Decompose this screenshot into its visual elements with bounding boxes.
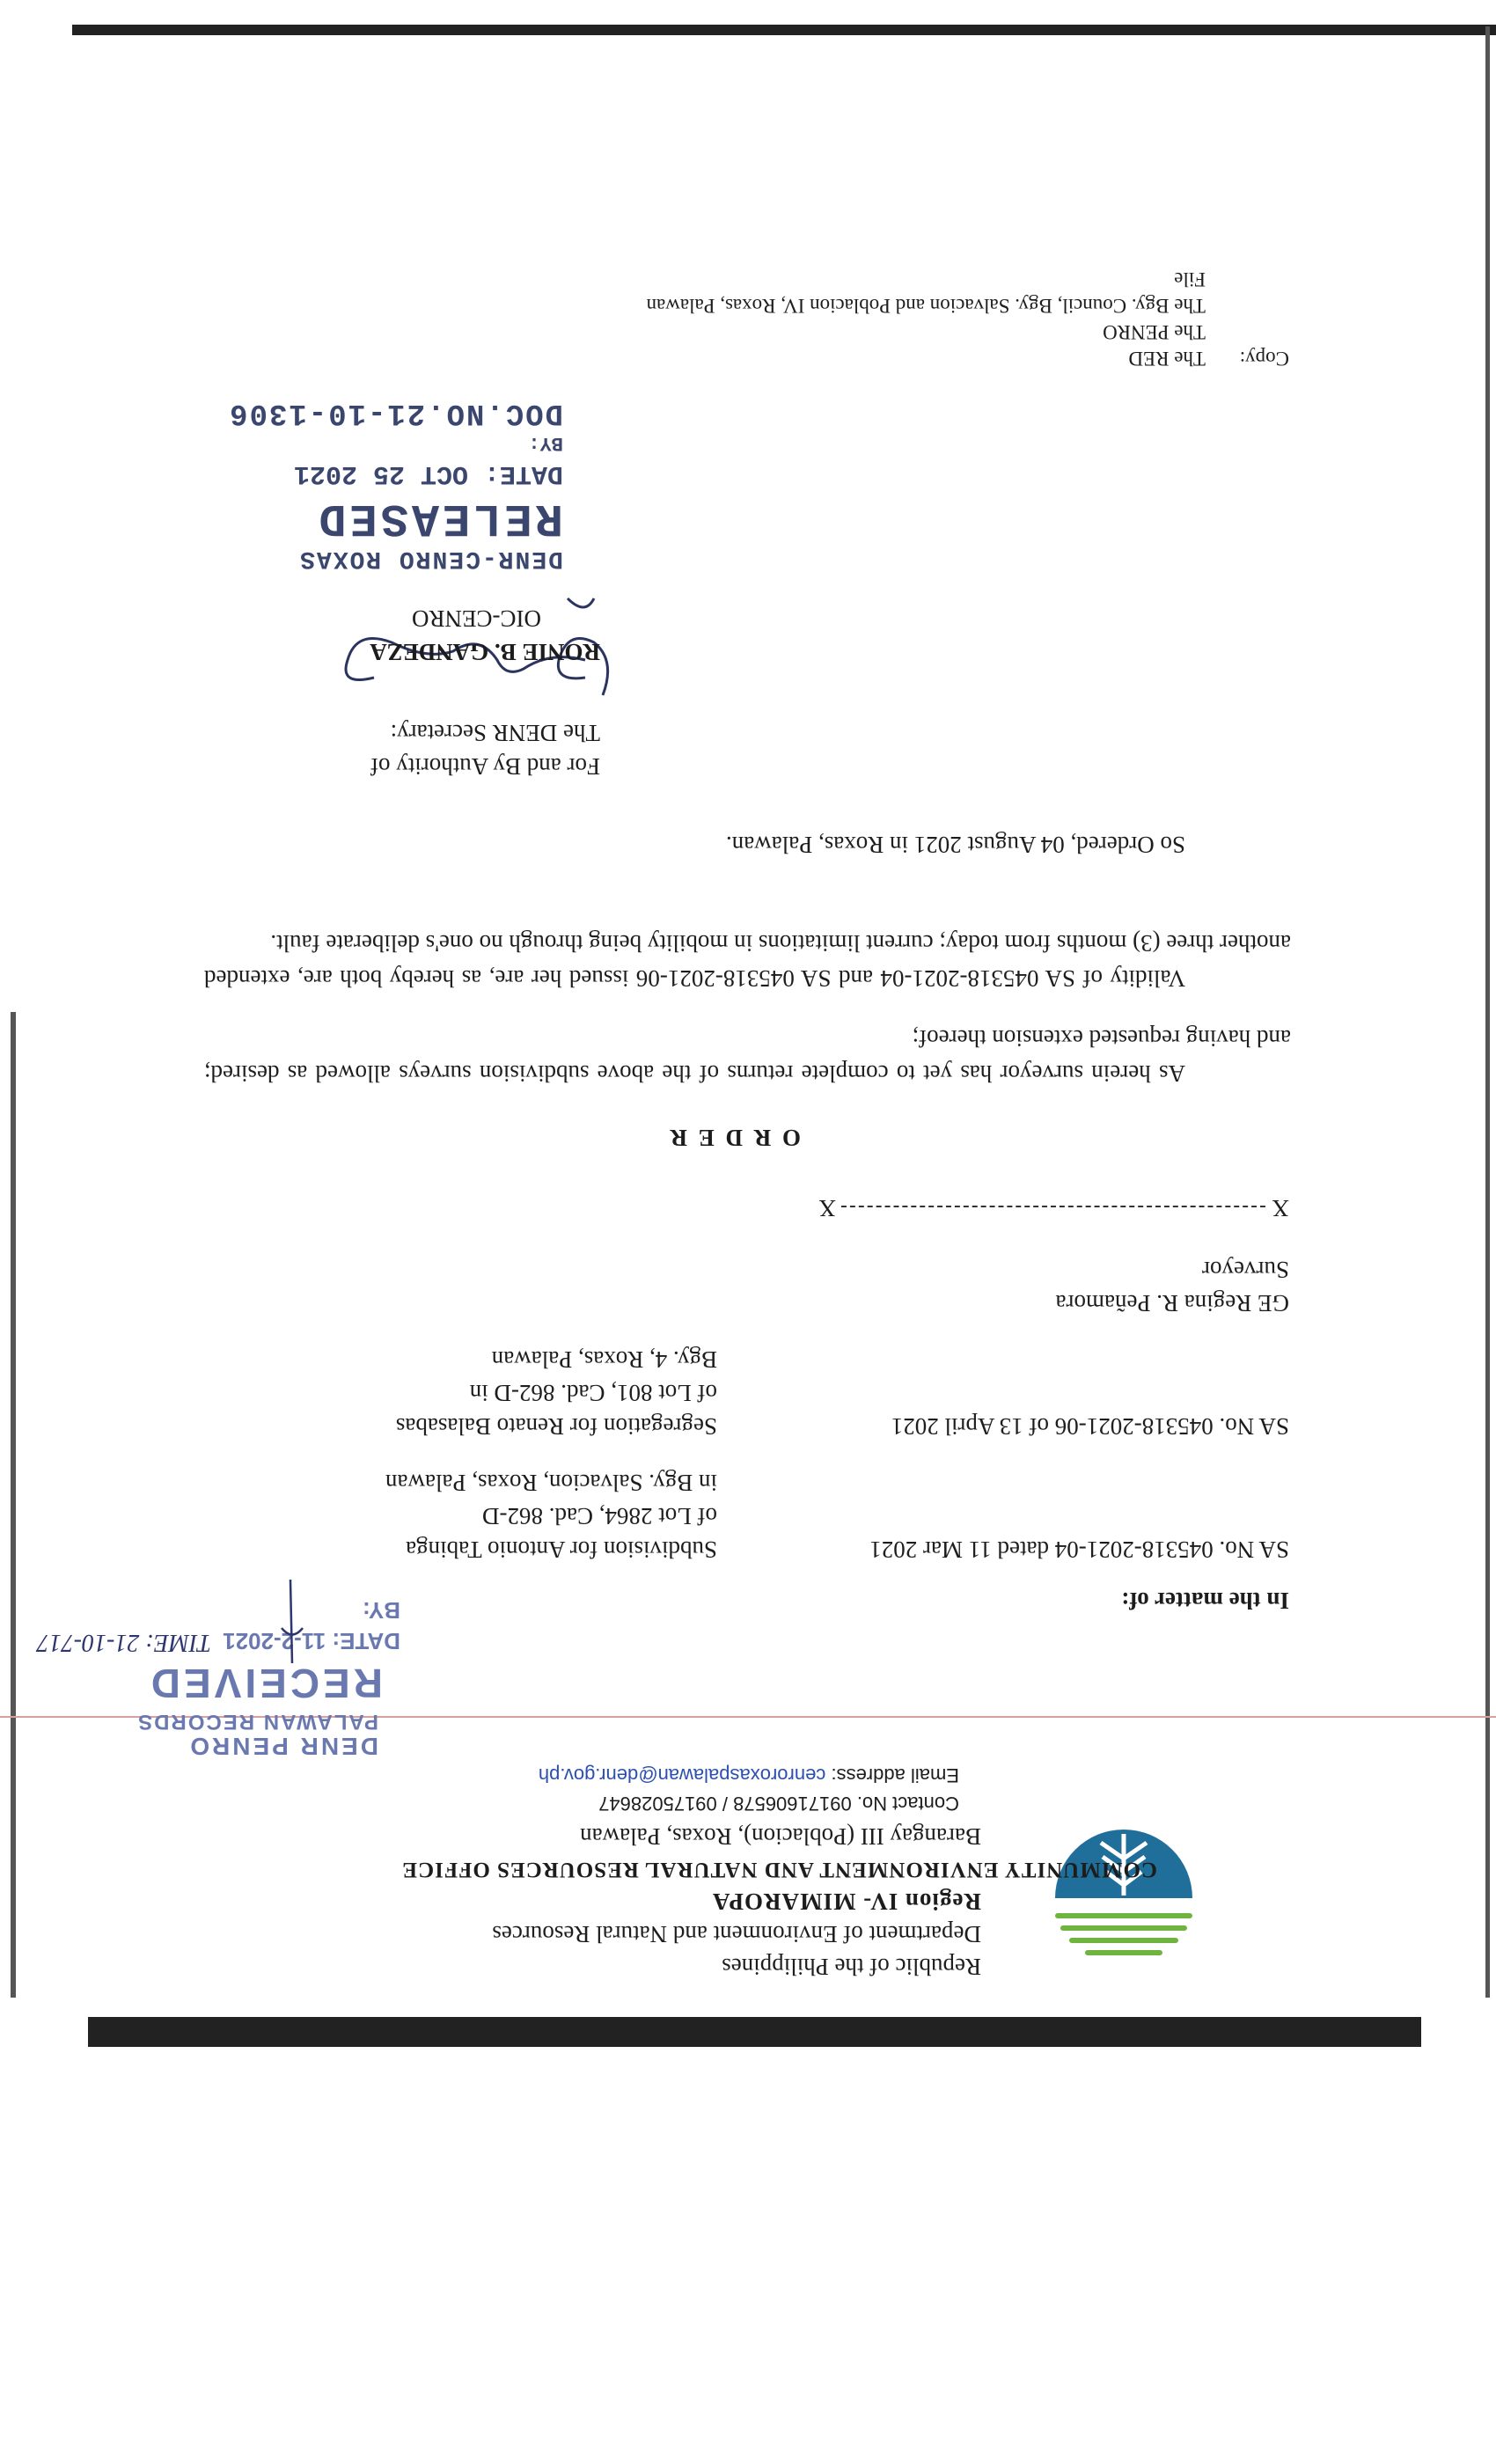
matter-heading: In the matter of: [1121,1588,1289,1614]
header-address: Barangay III (Poblacion), Roxas, Palawan [580,1823,981,1850]
received-stamp-title: RECEIVED [147,1661,383,1706]
x-dashed-line [841,1206,1265,1207]
header-region: Region IV- MIMAROPA [712,1888,981,1915]
copy-list [647,266,1206,371]
order-paragraph-2: Validity of SA 045318-2021-04 and SA 045318-2021-06 issued her are, as hereby both are, extended another three (3) months from today; current limitations in mobility being through no one's deliberate fault. [204,930,1291,992]
matter-item-1-sa: SA No. 045318-2021-04 dated 11 Mar 2021 [869,1536,1289,1563]
copy-item: The Bgy. Council, Bgy. Salvacion and Poblacion IV, Roxas, Palawan [646,295,1206,317]
received-stamp-date: DATE: 11-2-2021 [223,1628,400,1654]
copy-item: The RED [1128,348,1206,370]
matter-item-1-desc-line: of Lot 2864, Cad. 862-D [482,1503,717,1529]
header-email-line [539,1764,959,1786]
matter-item-1-desc-line: Subdivision for Antonio Tabinga [406,1536,717,1563]
received-initials-icon [275,1571,310,1668]
matter-item-2-desc-line: Bgy. 4, Roxas, Palawan [491,1346,717,1373]
signatory-title: OIC-CENRO [412,605,541,632]
matter-item-2-desc-line: Segregation for Renato Balasabas [395,1413,717,1440]
received-stamp-line2: PALAWAN RECORDS [136,1710,378,1734]
matter-item-1-desc [385,1466,717,1566]
header-email: cenroroxaspalawan@denr.gov.ph [538,1764,826,1786]
order-paragraph-1: As herein surveyor has yet to complete returns of the above subdivision surveys allowed as desired; and having requested extension thereof; [204,1025,1291,1087]
received-stamp-time: TIME: 21-10-717 [36,1629,211,1656]
matter-item-2-desc [396,1343,717,1443]
header-contact: Contact No. 09171606578 / 09175028647 [598,1793,959,1815]
header-office: COMMUNITY ENVIRONMENT AND NATURAL RESOURCES OFFICE [401,1858,1157,1881]
signatory-name: RONIE B. GANDEZA [370,639,600,665]
released-stamp-date: DATE: OCT 25 2021 [293,458,563,488]
header-department: Department of Environment and Natural Resources [492,1921,981,1947]
matter-item-2-desc-line: of Lot 801, Cad. 862-D in [469,1380,717,1406]
matter-item-2-sa: SA No. 045318-2021-06 of 13 April 2021 [891,1413,1289,1440]
denr-logo-icon [1045,1823,1203,1982]
copy-label: Copy: [1239,348,1289,370]
released-stamp-by: BY: [528,432,563,454]
signature-authority-1: For and By Authority of [370,753,600,780]
matter-item-1-desc-line: in Bgy. Salvacion, Roxas, Palawan [385,1470,717,1496]
received-stamp-by: BY: [363,1597,400,1624]
order-paragraph-3: So Ordered, 04 August 2021 in Roxas, Palawan. [726,832,1185,858]
released-stamp-line1: DENR-CENRO ROXAS [298,545,563,572]
x-right: X [818,1195,836,1221]
x-left: X [1272,1195,1289,1221]
signature-authority-2: The DENR Secretary: [390,720,600,746]
copy-item: File [1174,268,1206,290]
order-title: O R D E R [667,1125,801,1151]
surveyor-title: Surveyor [1202,1257,1289,1283]
copy-item: The PENRO [1103,321,1206,343]
received-stamp-line1: DENR PENRO [187,1733,378,1760]
released-stamp-title: RELEASED [315,492,563,544]
header-email-label: Email address: [831,1764,959,1786]
released-stamp-doc-no: DOC.NO.21-10-1306 [228,396,563,429]
header-republic: Republic of the Philippines [722,1954,981,1980]
surveyor-name: GE Regina R. Peñamora [1055,1290,1289,1316]
